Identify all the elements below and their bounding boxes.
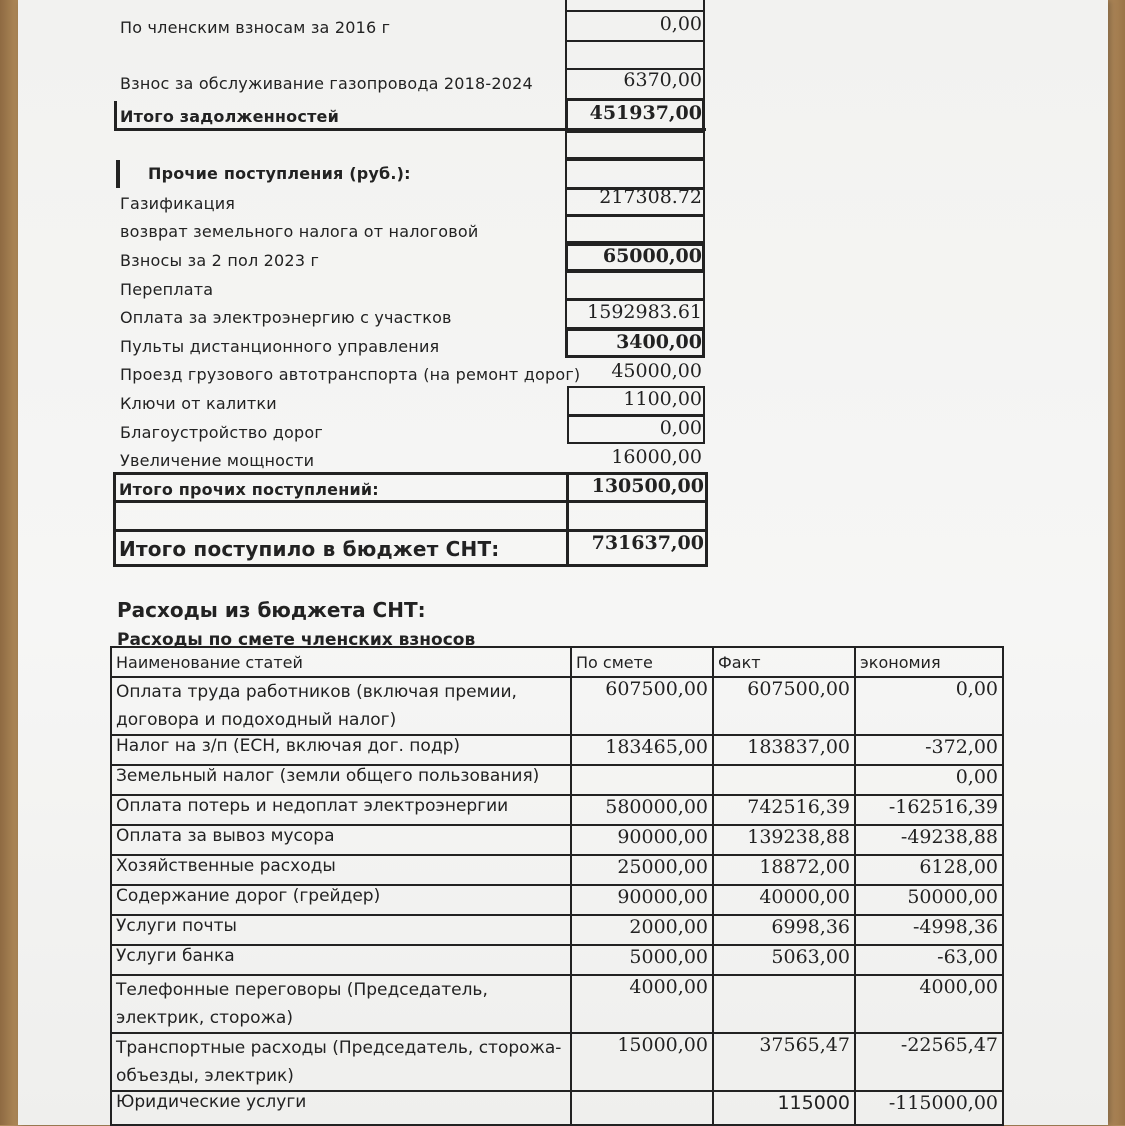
- table-row: [111, 885, 1003, 915]
- row-fact: 742516,39: [713, 795, 855, 825]
- row-fact: 18872,00: [713, 855, 855, 885]
- row-plan: [571, 765, 713, 795]
- row-label: Взнос за обслуживание газопровода 2018-2024: [120, 74, 533, 93]
- income-item-label: Ключи от калитки: [120, 394, 277, 413]
- income-item-label: Переплата: [120, 280, 214, 299]
- row-name: Транспортные расходы (Председатель, сторожа-объезды, электрик): [111, 1033, 571, 1091]
- income-item-label: Газификация: [120, 194, 236, 213]
- row-fact: [713, 975, 855, 1033]
- row-name: Юридические услуги: [111, 1091, 571, 1125]
- table-row: [111, 945, 1003, 975]
- table-row: [111, 975, 1003, 1033]
- row-fact: [713, 765, 855, 795]
- table-row: [111, 1091, 1003, 1125]
- row-label: По членским взносам за 2016 г: [120, 18, 391, 37]
- row-saving: 6128,00: [855, 855, 1003, 885]
- table-row: [111, 855, 1003, 885]
- table-row: [111, 735, 1003, 765]
- row-saving: 0,00: [855, 765, 1003, 795]
- row-name: Оплата за вывоз мусора: [111, 825, 571, 855]
- table-row: [111, 915, 1003, 945]
- row-plan: 2000,00: [571, 915, 713, 945]
- row-plan: [571, 1091, 713, 1125]
- other-income-total-label: Итого прочих поступлений:: [119, 480, 379, 499]
- row-plan: 580000,00: [571, 795, 713, 825]
- other-income-total-value: 130500,00: [591, 475, 704, 497]
- row-plan: 15000,00: [571, 1033, 713, 1091]
- col-header-plan: По смете: [571, 647, 713, 677]
- income-item-value: 65000,00: [602, 245, 702, 267]
- budget-total-value: 731637,00: [591, 532, 704, 554]
- row-plan: 90000,00: [571, 885, 713, 915]
- table-row: [111, 677, 1003, 735]
- row-fact: 6998,36: [713, 915, 855, 945]
- row-saving: -162516,39: [855, 795, 1003, 825]
- col-header-fact: Факт: [713, 647, 855, 677]
- income-item-label: Взносы за 2 пол 2023 г: [120, 251, 320, 270]
- income-item-label: Проезд грузового автотранспорта (на ремонт дорог): [120, 365, 581, 384]
- row-saving: 0,00: [855, 677, 1003, 735]
- income-item-label: Благоустройство дорог: [120, 423, 323, 442]
- row-plan: 607500,00: [571, 677, 713, 735]
- row-fact: 607500,00: [713, 677, 855, 735]
- row-saving: -49238,88: [855, 825, 1003, 855]
- row-saving: -4998,36: [855, 915, 1003, 945]
- row-fact: 183837,00: [713, 735, 855, 765]
- row-value: 0,00: [659, 13, 702, 35]
- income-item-value: 45000,00: [611, 360, 702, 382]
- row-plan: 4000,00: [571, 975, 713, 1033]
- row-plan: 25000,00: [571, 855, 713, 885]
- expenses-title: Расходы из бюджета СНТ:: [117, 598, 426, 622]
- row-saving: -115000,00: [855, 1091, 1003, 1125]
- row-name: Услуги почты: [111, 915, 571, 945]
- row-saving: -22565,47: [855, 1033, 1003, 1091]
- income-item-value: 0,00: [659, 417, 702, 439]
- table-header-row: [111, 647, 1003, 677]
- row-plan: 183465,00: [571, 735, 713, 765]
- total-debts-label: Итого задолженностей: [120, 107, 339, 126]
- income-item-value: 1592983.61: [587, 301, 702, 323]
- row-name: Содержание дорог (грейдер): [111, 885, 571, 915]
- income-item-label: возврат земельного налога от налоговой: [120, 222, 479, 241]
- table-row: [111, 1033, 1003, 1091]
- total-debts-value: 451937,00: [589, 102, 702, 124]
- row-saving: 50000,00: [855, 885, 1003, 915]
- row-name: Земельный налог (земли общего пользования): [111, 765, 571, 795]
- expenses-table: [110, 646, 1004, 1126]
- table-row: [111, 825, 1003, 855]
- row-plan: 5000,00: [571, 945, 713, 975]
- row-name: Телефонные переговоры (Председатель, электрик, сторожа): [111, 975, 571, 1033]
- row-saving: -372,00: [855, 735, 1003, 765]
- income-item-label: Увеличение мощности: [120, 451, 315, 470]
- col-header-name: Наименование статей: [111, 647, 571, 677]
- row-fact: 40000,00: [713, 885, 855, 915]
- col-header-saving: экономия: [855, 647, 1003, 677]
- other-income-heading: Прочие поступления (руб.):: [148, 164, 411, 183]
- budget-total-label: Итого поступило в бюджет СНТ:: [119, 537, 500, 561]
- row-name: Услуги банка: [111, 945, 571, 975]
- income-item-value: 217308.72: [599, 186, 702, 208]
- table-row: [111, 765, 1003, 795]
- table-row: [111, 795, 1003, 825]
- row-saving: 4000,00: [855, 975, 1003, 1033]
- income-item-value: 16000,00: [611, 446, 702, 468]
- row-saving: -63,00: [855, 945, 1003, 975]
- row-fact: 5063,00: [713, 945, 855, 975]
- income-item-value: 3400,00: [616, 331, 702, 353]
- row-name: Оплата труда работников (включая премии, договора и подоходный налог): [111, 677, 571, 735]
- row-name: Хозяйственные расходы: [111, 855, 571, 885]
- row-plan: 90000,00: [571, 825, 713, 855]
- income-item-value: 1100,00: [623, 388, 702, 410]
- income-item-label: Пульты дистанционного управления: [120, 337, 440, 356]
- expenses-subtitle: Расходы по смете членских взносов: [117, 630, 476, 650]
- document-page: [18, 0, 1108, 1125]
- row-value: 6370,00: [623, 69, 702, 91]
- row-fact: 139238,88: [713, 825, 855, 855]
- row-fact: 37565,47: [713, 1033, 855, 1091]
- row-name: Оплата потерь и недоплат электроэнергии: [111, 795, 571, 825]
- row-name: Налог на з/п (ЕСН, включая дог. подр): [111, 735, 571, 765]
- row-fact: 115000: [713, 1091, 855, 1125]
- income-item-label: Оплата за электроэнергию с участков: [120, 308, 452, 327]
